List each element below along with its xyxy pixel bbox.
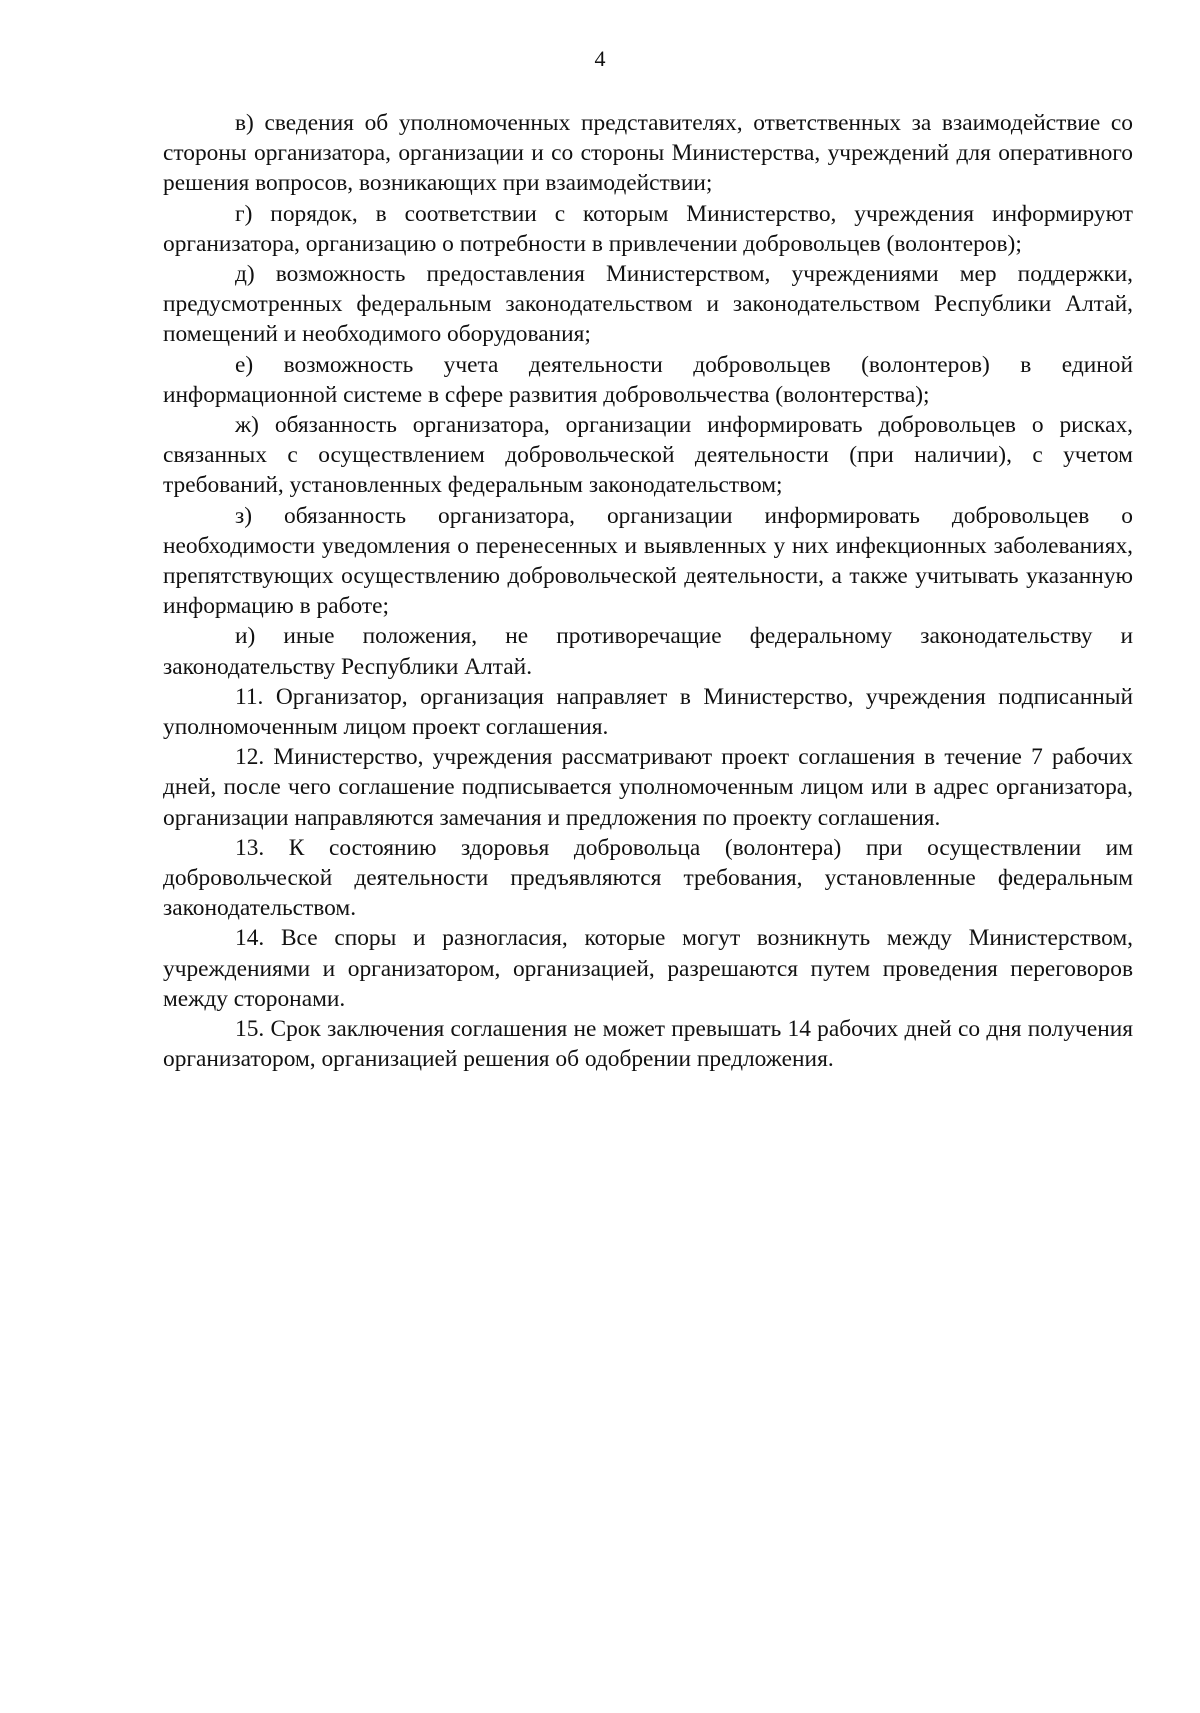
paragraph-item-zh: ж) обязанность организатора, организации информировать добровольцев о рисках, связанных с осуществлением добровольческой деятельности (при наличии), с учетом требований, установленных федеральным законодательством; — [163, 412, 1133, 499]
paragraph-clause-12: 12. Министерство, учреждения рассматривают проект соглашения в течение 7 рабочих дней, после чего соглашение подписывается уполномоченным лицом или в адрес организатора, организации направляются замечания и предложения по проекту соглашения. — [163, 744, 1133, 831]
page-number: 4 — [594, 46, 606, 71]
paragraph-clause-14: 14. Все споры и разногласия, которые могут возникнуть между Министерством, учреждениями и организатором, организацией, разрешаются путем проведения переговоров между сторонами. — [163, 925, 1133, 1012]
paragraph-clause-11: 11. Организатор, организация направляет в Министерство, учреждения подписанный уполномоченным лицом проект соглашения. — [163, 683, 1133, 741]
paragraph-item-v: в) сведения об уполномоченных представителях, ответственных за взаимодействие со стороны организатора, организации и со стороны Министерства, учреждений для оперативного решения вопросов, возникающих при взаимодействии; — [163, 110, 1133, 197]
document-body — [163, 108, 1133, 1075]
paragraph-item-i: и) иные положения, не противоречащие федеральному законодательству и законодательству Республики Алтай. — [163, 623, 1133, 680]
paragraph-clause-15: 15. Срок заключения соглашения не может превышать 14 рабочих дней со дня получения организатором, организацией решения об одобрении предложения. — [163, 1016, 1133, 1073]
paragraph-item-d: д) возможность предоставления Министерством, учреждениями мер поддержки, предусмотренных федеральным законодательством и законодательством Республики Алтай, помещений и необходимого оборудования; — [163, 261, 1133, 348]
paragraph-item-z: з) обязанность организатора, организации информировать добровольцев о необходимости уведомления о перенесенных и выявленных у них инфекционных заболеваниях, препятствующих осуществлению добровольческой деятельности, а также учитывать указанную информацию в работе; — [163, 502, 1133, 620]
paragraph-item-e: е) возможность учета деятельности добровольцев (волонтеров) в единой информационной системе в сфере развития добровольчества (волонтерства); — [163, 351, 1133, 408]
paragraph-item-g: г) порядок, в соответствии с которым Министерство, учреждения информируют организатора, организацию о потребности в привлечении добровольцев (волонтеров); — [163, 200, 1133, 257]
paragraph-clause-13: 13. К состоянию здоровья добровольца (волонтера) при осуществлении им добровольческой деятельности предъявляются требования, установленные федеральным законодательством. — [163, 834, 1133, 922]
